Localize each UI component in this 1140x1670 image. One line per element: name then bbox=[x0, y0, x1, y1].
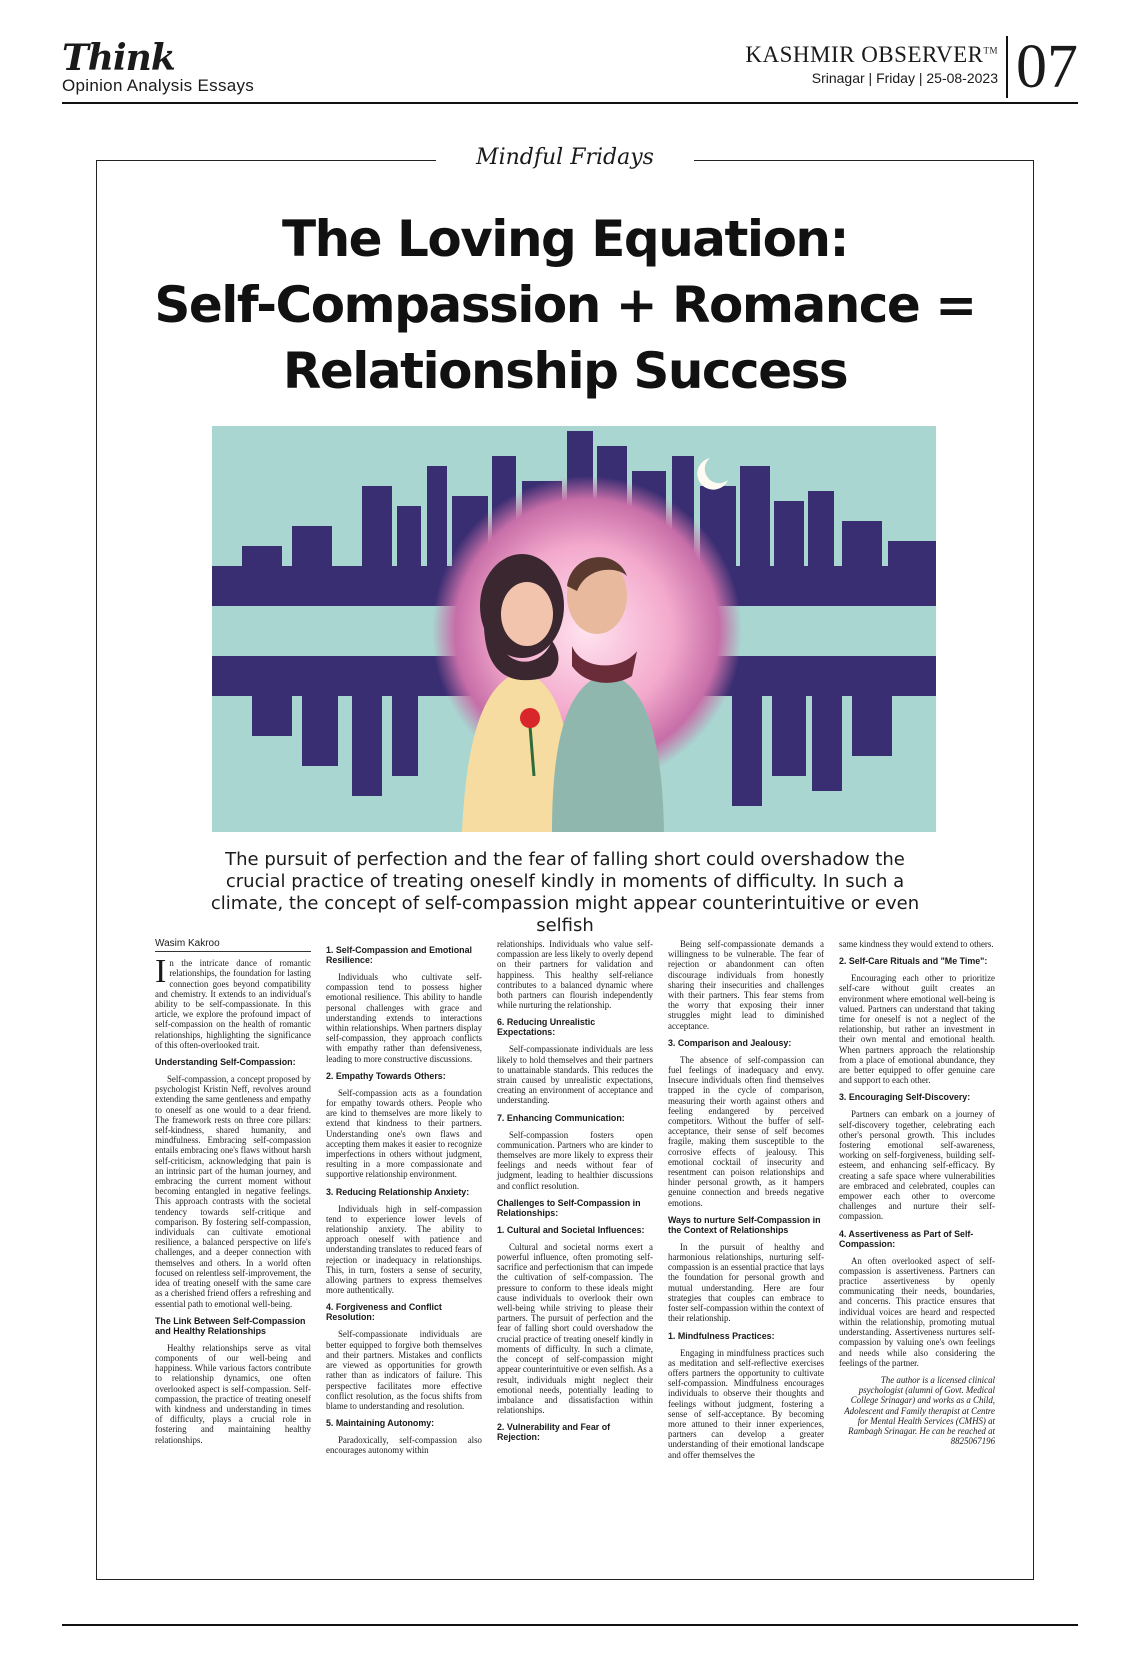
paragraph: Self-compassionate individuals are less likely to hold themselves and their partners to unattainable standards. This reduces the strain caused by unrealistic expectations, creating an environment of acceptance and understanding. bbox=[497, 1044, 653, 1106]
subheading: 7. Enhancing Communication: bbox=[497, 1112, 625, 1123]
paragraph: Engaging in mindfulness practices such as meditation and self-reflective exercises offers partners the opportunity to cultivate self-compassion. Mindfulness encourages individuals to observe their thoughts and feelings without judgment, fostering a sense of self-acceptance. By becoming more attuned to their inner experiences, partners can develop a greater understanding of their emotional landscape and offer themselves the bbox=[668, 1347, 824, 1460]
paper-identity bbox=[745, 33, 1078, 101]
column-3 bbox=[497, 939, 653, 1449]
section-title: Think bbox=[62, 37, 175, 79]
headline-line-1: The Loving Equation: bbox=[281, 210, 849, 268]
author-bio: The author is a licensed clinical psychologist (alumni of Govt. Medical College Srinagar) and works as a Child, Adolescent and Family therapist at Centre for Mental Health Services (CMHS) at Rambagh Srinagar. He can be reached at 8825067196 bbox=[844, 1374, 995, 1447]
trademark-mark: TM bbox=[983, 45, 998, 56]
section-brand bbox=[62, 37, 255, 96]
subheading: 1. Mindfulness Practices: bbox=[668, 1330, 775, 1341]
paragraph: In the intricate dance of romantic relationships, the foundation for lasting connection goes beyond compatibility and chemistry. It extends to an individual's ability to be self-compassionate. In this article, we explore the profound impact of self-compassion on the health of romantic relationships, highlighting the significance of this often-overlooked trait. bbox=[155, 953, 311, 1050]
paragraph: Partners can embark on a journey of self-discovery together, celebrating each other's personal growth. This includes fostering emotional self-awareness, working on self-forgiveness, building self-esteem, and enhancing self-efficacy. By creating a safe space where vulnerabilities are embraced and celebrated, couples can empower each other to overcome challenges and nurture their self-compassion. bbox=[839, 1109, 995, 1222]
footer-rule bbox=[62, 1624, 1078, 1626]
headline-line-2: Self-Compassion + Romance = bbox=[154, 276, 976, 334]
kicker-text: Mindful Fridays bbox=[436, 145, 694, 170]
subheading: 2. Empathy Towards Others: bbox=[326, 1070, 446, 1081]
paragraph: same kindness they would extend to others. bbox=[839, 939, 994, 949]
standfirst: The pursuit of perfection and the fear of falling short could overshadow the crucial practice of treating oneself kindly in moments of difficulty. In such a climate, the concept of self-compassion might appear counterintuitive or even selfish bbox=[210, 849, 920, 936]
illustration-couple-city bbox=[212, 426, 936, 832]
subheading: 6. Reducing Unrealistic Expectations: bbox=[497, 1017, 596, 1038]
paragraph: Being self-compassionate demands a willingness to be vulnerable. The fear of rejection or abandonment can often discourage individuals from honestly sharing their insecurities and challenges with their partners. This fear stems from the worry that exposing their inner struggles might lead to diminished acceptance. bbox=[668, 939, 824, 1031]
paragraph: Self-compassion acts as a foundation for empathy towards others. People who are kind to themselves are more likely to extend that kindness to their partners. Understanding one's own flaws and accepting them makes it easier to recognize imperfections in others without judgment, resulting in a more compassionate and supportive relationship environment. bbox=[326, 1087, 482, 1180]
column-2 bbox=[326, 939, 482, 1463]
column-1 bbox=[155, 939, 311, 1452]
subheading: 4. Assertiveness as Part of Self-Compassion: bbox=[839, 1228, 974, 1249]
subheading: Challenges to Self-Compassion in Relationships: bbox=[497, 1197, 641, 1218]
article-body bbox=[155, 939, 997, 1539]
subheading: 5. Maintaining Autonomy: bbox=[326, 1418, 435, 1429]
paragraph: Healthy relationships serve as vital components of our well-being and happiness. While various factors contribute to relationship dynamics, one often overlooked aspect is self-compassion. Self-compassion, the practice of treating oneself with kindness and understanding in times of difficulty, plays a crucial role in fostering and maintaining healthy relationships. bbox=[155, 1342, 311, 1445]
dateline: Srinagar | Friday | 25-08-2023 bbox=[811, 70, 998, 86]
paragraph: Self-compassion, a concept proposed by psychologist Kristin Neff, revolves around extending the same gentleness and empathy to oneself as one would to a dear friend. The framework rests on three core pillars: self-kindness, shared humanity, and mindfulness. Embracing self-compassion entails embracing one's flaws without harsh self-criticism, acknowledging that pain is an intrinsic part of the human journey, and embracing the current moment without becoming entangled in negative feelings. This approach contrasts with the societal tendency towards self-critique and comparison. By fostering self-compassion, individuals can cultivate emotional resilience, a balanced perspective on life's challenges, and a deeper connection with themselves and others. In a world often focused on relentless self-improvement, the idea of treating oneself with the same care as a cherished friend offers a refreshing and essential path to emotional well-being. bbox=[155, 1074, 311, 1309]
subheading: 2. Self-Care Rituals and "Me Time": bbox=[839, 956, 988, 967]
article-frame bbox=[96, 145, 1034, 1580]
paragraph: An often overlooked aspect of self-compassion is assertiveness. Partners can practice assertiveness by openly communicating their needs, boundaries, and concerns. This practice ensures that individual voices are heard and respected within the relationship, promoting mutual understanding. Assertiveness nurtures self-compassion by valuing one's own feelings and needs while also considering the feelings of the partner. bbox=[839, 1255, 995, 1368]
paragraph: The absence of self-compassion can fuel feelings of inadequacy and envy. Insecure individuals often find themselves trapped in the cycle of comparison, measuring their worth against others and feeling endangered by perceived competitors. Without the buffer of self-acceptance, their sense of self becomes fragile, making them susceptible to the corrosive effects of jealousy. This emotional cocktail of insecurity and resentment can poison relationships and hinder personal growth, as it hampers genuine connection and breeds negative emotions. bbox=[668, 1054, 824, 1208]
subheading: 3. Encouraging Self-Discovery: bbox=[839, 1092, 971, 1103]
paragraph: Individuals who cultivate self-compassion tend to possess higher emotional resilience. This ability to handle personal challenges with grace and understanding extends to interactions within relationships. When partners display self-compassion, they approach conflicts with empathy rather than defensiveness, leading to more constructive discussions. bbox=[326, 972, 482, 1064]
subheading: The Link Between Self-Compassion and Healthy Relationships bbox=[155, 1315, 306, 1336]
paragraph: Self-compassionate individuals are better equipped to forgive both themselves and their partners. Mistakes and conflicts are viewed as opportunities for growth rather than as indicators of failure. This perspective facilitates more effective conflict resolution, as the focus shifts from blame to understanding and resolution. bbox=[326, 1329, 482, 1411]
subheading: 1. Cultural and Societal Influences: bbox=[497, 1224, 645, 1235]
masthead bbox=[62, 33, 1078, 104]
paragraph: Individuals high in self-compassion tend to experience lower levels of relationship anxiety. The ability to approach oneself with patience and understanding translates to reduced fears of rejection or inadequacy in relationships. This, in turn, fosters a sense of security, allowing partners to express themselves more authentically. bbox=[326, 1203, 482, 1296]
headline-line-3: Relationship Success bbox=[282, 342, 848, 400]
subheading: 3. Reducing Relationship Anxiety: bbox=[326, 1186, 470, 1197]
paragraph: Self-compassion fosters open communication. Partners who are kinder to themselves are more likely to express their feelings and needs without fear of judgment, leading to healthier discussions and conflict resolution. bbox=[497, 1129, 653, 1191]
section-subtitle: Opinion Analysis Essays bbox=[62, 76, 255, 95]
subheading: 3. Comparison and Jealousy: bbox=[668, 1037, 792, 1048]
page-number: 07 bbox=[1006, 36, 1078, 98]
subheading: Ways to nurture Self-Compassion in the Context of Relationships bbox=[668, 1214, 821, 1235]
subheading: Understanding Self-Compassion: bbox=[155, 1057, 296, 1068]
subheading: 4. Forgiveness and Conflict Resolution: bbox=[326, 1302, 442, 1323]
paragraph: Encouraging each other to prioritize self-care without guilt creates an environment where emotional well-being is valued. Partners can understand that taking time for oneself is not a neglect of the relationship, but rather an investment in their own mental and emotional health. When partners approach the relationship from a place of emotional abundance, they are better equipped to offer genuine care and support to each other. bbox=[839, 973, 995, 1086]
paragraph: relationships. Individuals who value self-compassion are less likely to overly depend on their partners for validation and happiness. This healthy self-reliance contributes to a balanced dynamic where both partners can flourish independently while nurturing the relationship. bbox=[497, 939, 653, 1011]
byline: Wasim Kakroo bbox=[155, 939, 311, 952]
paragraph: In the pursuit of healthy and harmonious relationships, nurturing self-compassion is an essential practice that lays the foundation for personal growth and mutual understanding. Here are four strategies that couples can embrace to foster self-compassion within the context of their relationship. bbox=[668, 1241, 825, 1324]
column-5 bbox=[839, 939, 995, 1453]
paragraph: Paradoxically, self-compassion also encourages autonomy within bbox=[326, 1435, 482, 1456]
subheading: 1. Self-Compassion and Emotional Resilience: bbox=[326, 945, 472, 965]
paper-name-text: KASHMIR OBSERVER bbox=[745, 42, 984, 67]
paragraph: Cultural and societal norms exert a powerful influence, often promoting self-sacrifice and perfectionism that can impede the cultivation of self-compassion. The pressure to conform to these ideals might cause individuals to overlook their own well-being while striving to please their partners. The pursuit of perfection and the fear of falling short could overshadow the crucial practice of treating oneself kindly in moments of difficulty. In such a climate, the concept of self-compassion might appear counterintuitive or even selfish. As a result, individuals might neglect their emotional needs, potentially leading to imbalance and dissatisfaction within relationships. bbox=[497, 1241, 654, 1416]
headline bbox=[97, 206, 1033, 404]
column-4 bbox=[668, 939, 824, 1467]
subheading: 2. Vulnerability and Fear of Rejection: bbox=[497, 1422, 611, 1443]
kicker bbox=[97, 145, 1033, 170]
